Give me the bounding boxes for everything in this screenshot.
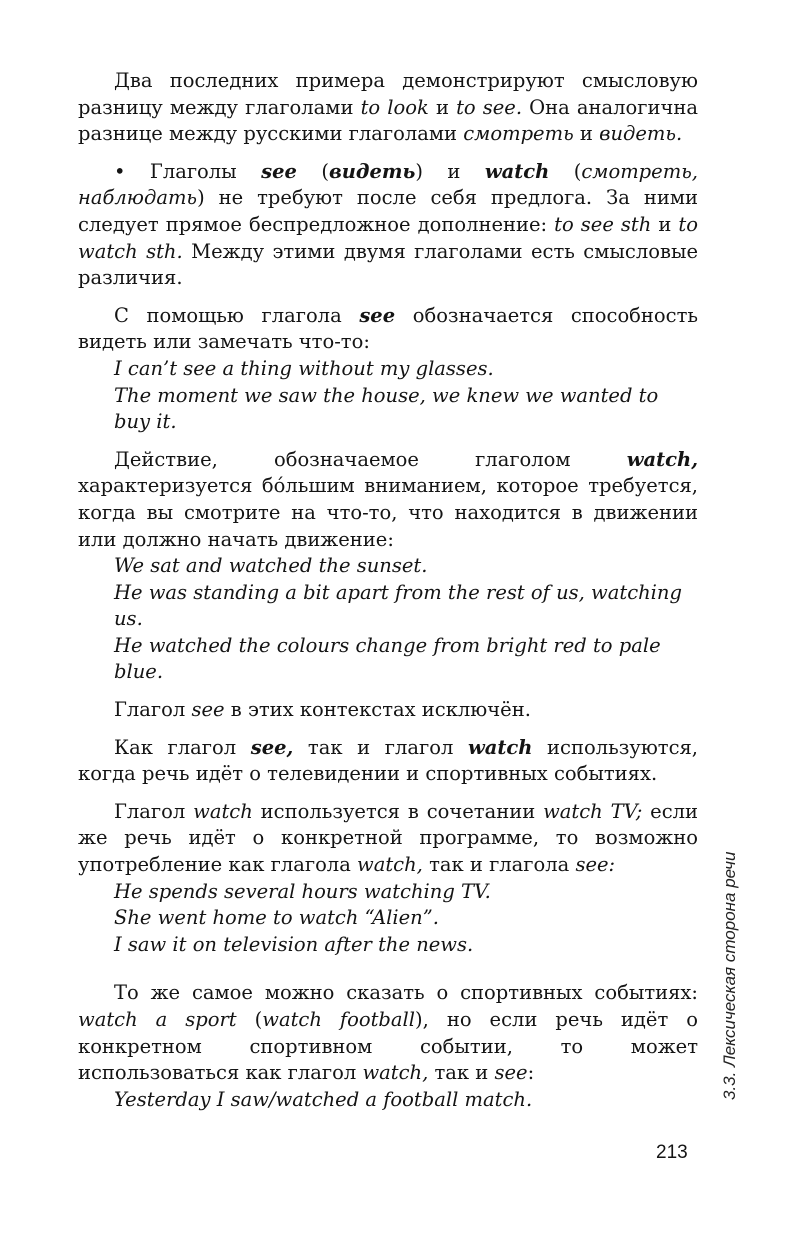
paragraph-1 — [78, 68, 698, 148]
term: watch TV; — [543, 799, 643, 823]
term: watch football — [262, 1008, 416, 1031]
term: watch — [193, 799, 253, 823]
text: обозначается способность видеть или замечать что-то: — [78, 303, 698, 354]
term: see — [191, 698, 225, 722]
paragraph-7 — [78, 799, 698, 879]
term: смотреть, наблюдать — [78, 159, 699, 210]
text: ) и — [415, 159, 485, 183]
text: так и глагола — [422, 853, 576, 877]
text: Она аналогична разнице между русскими глаголами — [78, 95, 698, 146]
term: watch, — [362, 1061, 429, 1085]
text: Два последних примера демонстрируют смысловую разницу между глаголами — [78, 69, 698, 119]
term: watch — [467, 735, 533, 759]
text: если же речь идёт о конкретной программе, то возможно употребление как глагола — [78, 799, 699, 877]
term: to watch sth. — [78, 212, 698, 263]
example: He was standing a bit apart from the rest of us, watching us. — [114, 580, 682, 631]
term: to look — [360, 95, 429, 119]
text: и — [573, 122, 600, 146]
term: to see. — [456, 95, 523, 119]
term: watch, — [357, 853, 423, 877]
text: Глагол — [114, 799, 194, 823]
term: видеть. — [599, 122, 683, 146]
term: see: — [575, 853, 616, 877]
example: We sat and watched the sunset. — [114, 554, 428, 578]
text: ), но если речь идёт о конкретном спортивном событии, то может использоваться как глагол — [78, 1008, 699, 1085]
text: в этих контекстах исключён. — [224, 698, 531, 722]
page-body — [78, 68, 698, 1113]
term: watch, — [626, 447, 698, 471]
page-number: 213 — [656, 1142, 688, 1163]
text: и — [651, 212, 679, 236]
example: He spends several hours watching TV. — [114, 879, 491, 903]
text: ( — [296, 159, 329, 183]
term: watch a sport — [78, 1008, 237, 1031]
term: see — [261, 159, 297, 183]
text: • Глаголы — [114, 159, 262, 183]
term: see, — [250, 735, 294, 759]
paragraph-4 — [78, 447, 698, 553]
text: Между этими двумя глаголами есть смысловые различия. — [78, 239, 699, 290]
text: ) не требуют после себя предлога. За ними следует прямое беспредложное дополнение: — [78, 186, 698, 236]
term: to see sth — [554, 212, 652, 236]
text: используется в сочетании — [252, 799, 544, 823]
term: see — [494, 1061, 528, 1085]
example: I saw it on television after the news. — [114, 932, 474, 956]
text: ( — [236, 1008, 263, 1031]
example: She went home to watch “Alien”. — [114, 906, 439, 930]
text: так и глагол — [293, 735, 468, 759]
example: I can’t see a thing without my glasses. — [114, 356, 494, 380]
paragraph-6 — [78, 735, 698, 788]
paragraph-8 — [78, 980, 698, 1086]
term: видеть — [328, 159, 416, 183]
text: Глагол — [114, 698, 192, 722]
term: watch — [484, 159, 550, 183]
term: смотреть — [463, 122, 574, 146]
paragraph-5 — [78, 697, 698, 724]
text: Как глагол — [114, 735, 251, 759]
running-header: 3.3. Лексическая сторона речи — [720, 851, 739, 1100]
term: see — [359, 303, 396, 327]
text: То же самое можно сказать о спортивных событиях: — [114, 981, 698, 1005]
example: Yesterday I saw/watched a football match. — [114, 1087, 533, 1111]
text: характеризуется бо́льшим вниманием, которое требуется, когда вы смотрите на что-то, что находится в движении или должно начать движение: — [78, 474, 698, 551]
example: The moment we saw the house, we knew we wanted to buy it. — [114, 383, 659, 434]
paragraph-3 — [78, 303, 698, 356]
example: He watched the colours change from bright red to pale blue. — [114, 633, 661, 684]
text: и — [428, 95, 457, 119]
text: : — [527, 1061, 535, 1085]
text: С помощью глагола — [114, 303, 360, 327]
text: используются, когда речь идёт о телевидении и спортивных событиях. — [78, 735, 699, 786]
text: так и — [428, 1061, 495, 1085]
text: Действие, обозначаемое глаголом — [114, 447, 627, 471]
paragraph-2 — [78, 159, 698, 292]
text: ( — [549, 159, 582, 183]
